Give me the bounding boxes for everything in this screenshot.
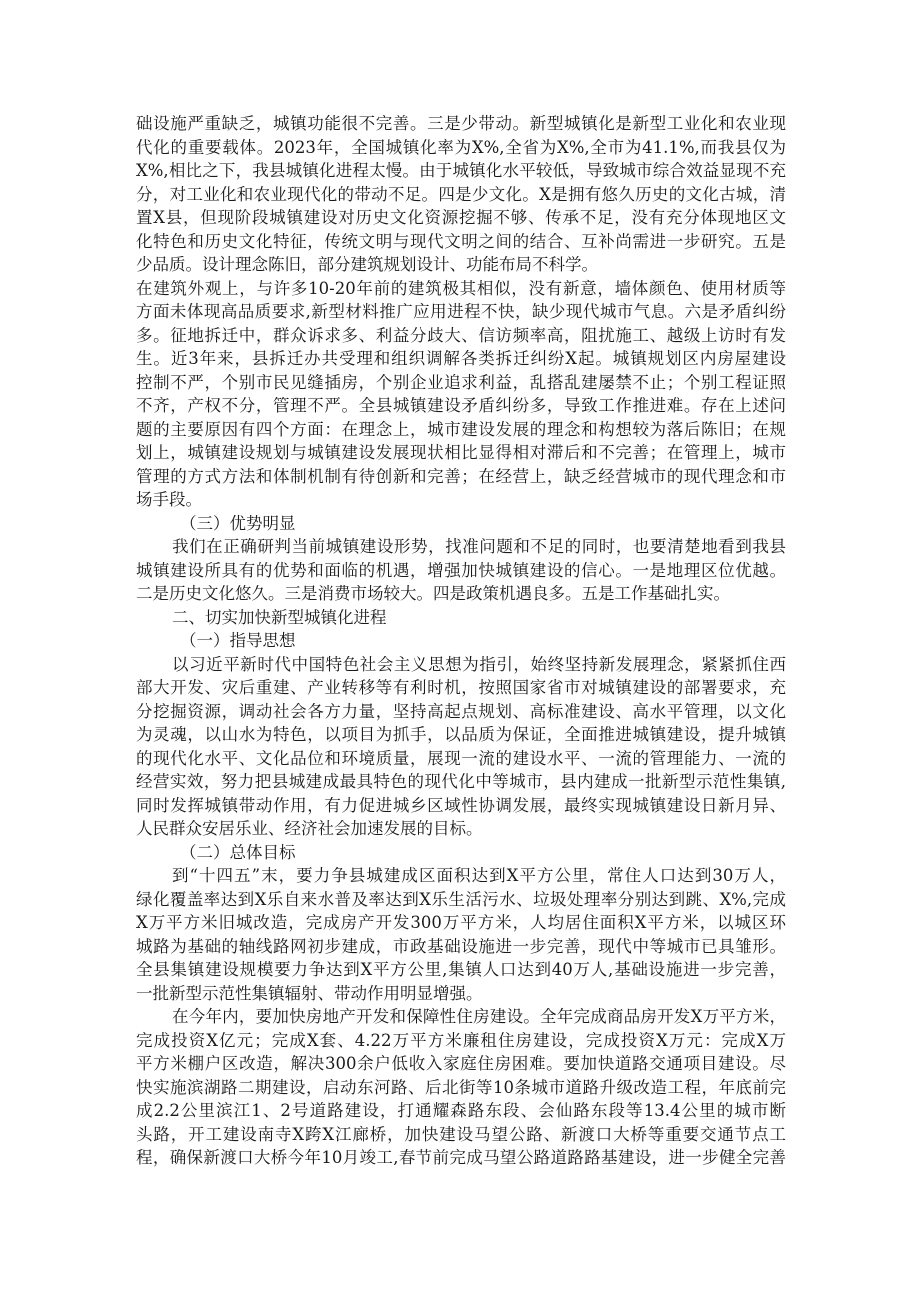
text-line: 分挖掘资源，调动社会各方力量，坚持高起点规划、高标准建设、高水平管理，以文化 <box>136 701 786 721</box>
text-line: 部大开发、灾后重建、产业转移等有利时机，按照国家省市对城镇建设的部署要求，充 <box>136 678 786 697</box>
text-line: 以习近平新时代中国特色社会主义思想为指引，始终坚持新发展理念，紧紧抓住西 <box>172 654 786 674</box>
text-line: 二、切实加快新型城镇化进程 <box>172 607 387 627</box>
text-line: 为灵魂，以山水为特色，以项目为抓手，以品质为保证，全面推进城镇建设，提升城镇 <box>136 725 786 744</box>
text-line: 代化的重要载体。2023年，全国城镇化率为X%,全省为X%,全市为41.1%,而我县仅为 <box>136 137 786 157</box>
text-line: 城路为基础的轴线路网初步建成，市政基础设施进一步完善，现代中等城市已具雏形。 <box>136 936 786 956</box>
text-line: 方面未体现高品质要求,新型材料推广应用进程不快，缺少现代城市气息。六是矛盾纠纷 <box>136 302 786 321</box>
text-line: 多。征地拆迁中，群众诉求多、利益分歧大、信访频率高，阻扰施工、越级上访时有发 <box>136 325 786 345</box>
text-line: 题的主要原因有四个方面：在理念上，城市建设发展的理念和构想较为落后陈旧；在规 <box>136 419 786 439</box>
text-line: 成2.2公里滨江1、2号道路建设，打通耀森路东段、会仙路东段等13.4公里的城市断 <box>136 1101 786 1120</box>
text-line: 在建筑外观上，与许多10-20年前的建筑极其相似，没有新意，墙体颜色、使用材质等 <box>136 278 786 298</box>
text-line: 完成投资X亿元；完成X套、4.22万平方米廉租住房建设，完成投资X万元：完成X万 <box>136 1030 786 1050</box>
text-line: 到“十四五”末，要力争县城建成区面积达到X平方公里，常住人口达到30万人， <box>172 866 786 885</box>
text-line: 础设施严重缺乏，城镇功能很不完善。三是少带动。新型城镇化是新型工业化和农业现 <box>136 114 786 133</box>
text-line: 一批新型示范性集镇辐射、带动作用明显增强。 <box>136 983 483 1003</box>
text-line: 同时发挥城镇带动作用，有力促进城乡区域性协调发展，最终实现城镇建设日新月异、 <box>136 795 786 815</box>
text-line: 城镇建设所具有的优势和面临的机遇，增强加快城镇建设的信心。一是地理区位优越。 <box>136 560 786 580</box>
text-line: X%,相比之下，我县城镇化进程太慢。由于城镇化水平较低，导致城市综合效益显现不充 <box>136 161 786 180</box>
text-line: 全县集镇建设规模要力争达到X平方公里,集镇人口达到40万人,基础设施进一步完善， <box>136 960 786 979</box>
text-line: 控制不严，个别市民见缝插房，个别企业追求利益，乱搭乱建屡禁不止；个别工程证照 <box>136 372 786 392</box>
text-line: 置X县，但现阶段城镇建设对历史文化资源挖掘不够、传承不足，没有充分体现地区文 <box>136 208 786 227</box>
text-line: 的现代化水平、文化品位和环境质量，展现一流的建设水平、一流的管理能力、一流的 <box>136 748 786 768</box>
text-line: 快实施滨湖路二期建设，启动东河路、后北街等10条城市道路升级改造工程，年底前完 <box>136 1077 786 1097</box>
text-line: 二是历史文化悠久。三是消费市场较大。四是政策机遇良多。五是工作基础扎实。 <box>136 584 730 603</box>
text-line: 管理的方式方法和体制机制有待创新和完善；在经营上，缺乏经营城市的现代理念和市 <box>136 466 786 486</box>
text-line: （三）优势明显 <box>180 513 296 533</box>
text-line: 经营实效，努力把县城建成最具特色的现代化中等城市，县内建成一批新型示范性集镇, <box>136 772 786 791</box>
text-line: 程，确保新渡口大桥今年10月竣工,春节前完成马望公路道路路基建设，进一步健全完善 <box>136 1148 786 1167</box>
text-line: X万平方米旧城改造，完成房产开发300万平方米，人均居住面积X平方米，以城区环 <box>136 913 786 932</box>
text-line: 绿化覆盖率达到X乐自来水普及率达到X乐生活污水、垃圾处理率分别达到跳、X%,完成 <box>136 889 786 909</box>
text-line: 分，对工业化和农业现代化的带动不足。四是少文化。X是拥有悠久历史的文化古城，清 <box>136 184 786 204</box>
text-line: 我们在正确研判当前城镇建设形势，找准问题和不足的同时，也要清楚地看到我县 <box>172 537 786 556</box>
text-line: 少品质。设计理念陈旧，部分建筑规划设计、功能布局不科学。 <box>136 255 598 274</box>
text-line: 生。近3年来，县拆迁办共受理和组织调解各类拆迁纠纷X起。城镇规划区内房屋建设 <box>136 349 786 368</box>
text-line: （二）总体目标 <box>180 842 296 862</box>
text-line: 人民群众安居乐业、经济社会加速发展的目标。 <box>136 819 483 838</box>
text-line: 在今年内，要加快房地产开发和保障性住房建设。全年完成商品房开发X万平方米， <box>172 1007 786 1026</box>
text-line: 不齐，产权不分，管理不严。全县城镇建设矛盾纠纷多，导致工作推进难。存在上述问 <box>136 396 786 415</box>
text-line: 平方米棚户区改造，解决300余户低收入家庭住房困难。要加快道路交通项目建设。尽 <box>136 1054 786 1073</box>
text-line: 头路，开工建设南寺X跨X江廊桥，加快建设马望公路、新渡口大桥等重要交通节点工 <box>136 1124 786 1144</box>
document-body <box>136 112 786 1170</box>
text-line: 化特色和历史文化特征，传统文明与现代文明之间的结合、互补尚需进一步研究。五是 <box>136 231 786 251</box>
text-line: 划上，城镇建设规划与城镇建设发展现状相比显得相对滞后和不完善；在管理上，城市 <box>136 443 786 462</box>
text-line: 场手段。 <box>136 490 202 509</box>
text-line: （一）指导思想 <box>180 631 296 650</box>
